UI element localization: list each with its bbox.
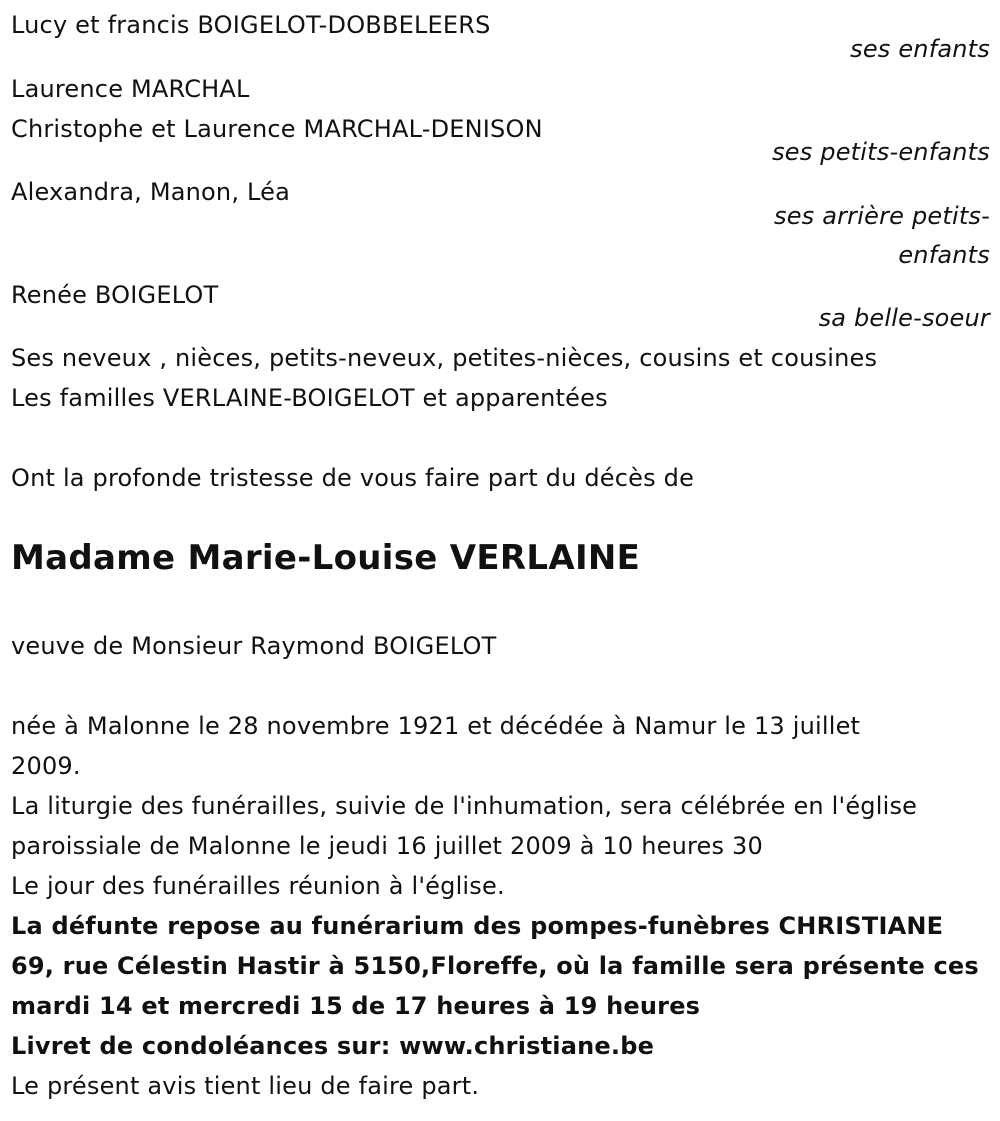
deceased-name: Madame Marie-Louise VERLAINE	[11, 538, 641, 578]
relation-grandchildren: ses petits-enfants	[772, 138, 990, 166]
family-names-great-grandchildren: Alexandra, Manon, Léa	[11, 178, 291, 206]
birth-death-line-2: 2009.	[11, 752, 81, 780]
relation-sister-in-law: sa belle-soeur	[818, 304, 990, 332]
announcement-text: Ont la profonde tristesse de vous faire part du décès de	[11, 464, 695, 492]
relation-great-grandchildren-line2: enfants	[898, 241, 990, 269]
rest-line-1: La défunte repose au funérarium des pompes-funèbres CHRISTIANE	[11, 912, 944, 940]
liturgy-line-2: paroissiale de Malonne le jeudi 16 juillet 2009 à 10 heures 30	[11, 832, 763, 860]
meeting-text: Le jour des funérailles réunion à l'église.	[11, 872, 505, 900]
rest-line-3: mardi 14 et mercredi 15 de 17 heures à 19 heures	[11, 992, 701, 1020]
widow-of-text: veuve de Monsieur Raymond BOIGELOT	[11, 632, 497, 660]
family-names-grandchildren-2: Christophe et Laurence MARCHAL-DENISON	[11, 115, 543, 143]
rest-line-2: 69, rue Célestin Hastir à 5150,Floreffe, où la famille sera présente ces	[11, 952, 979, 980]
family-names-children: Lucy et francis BOIGELOT-DOBBELEERS	[11, 11, 491, 39]
liturgy-line-1: La liturgie des funérailles, suivie de l'inhumation, sera célébrée en l'église	[11, 792, 918, 820]
extended-family-line-2: Les familles VERLAINE-BOIGELOT et apparentées	[11, 384, 608, 412]
family-names-grandchildren-1: Laurence MARCHAL	[11, 75, 250, 103]
relation-great-grandchildren-line1: ses arrière petits-	[774, 202, 990, 230]
relation-children: ses enfants	[850, 35, 990, 63]
family-names-sister-in-law: Renée BOIGELOT	[11, 281, 219, 309]
birth-death-line-1: née à Malonne le 28 novembre 1921 et décédée à Namur le 13 juillet	[11, 712, 861, 740]
extended-family-line-1: Ses neveux , nièces, petits-neveux, petites-nièces, cousins et cousines	[11, 344, 878, 372]
notice-text: Le présent avis tient lieu de faire part.	[11, 1072, 480, 1100]
condolences-link-text: Livret de condoléances sur: www.christiane.be	[11, 1032, 655, 1060]
